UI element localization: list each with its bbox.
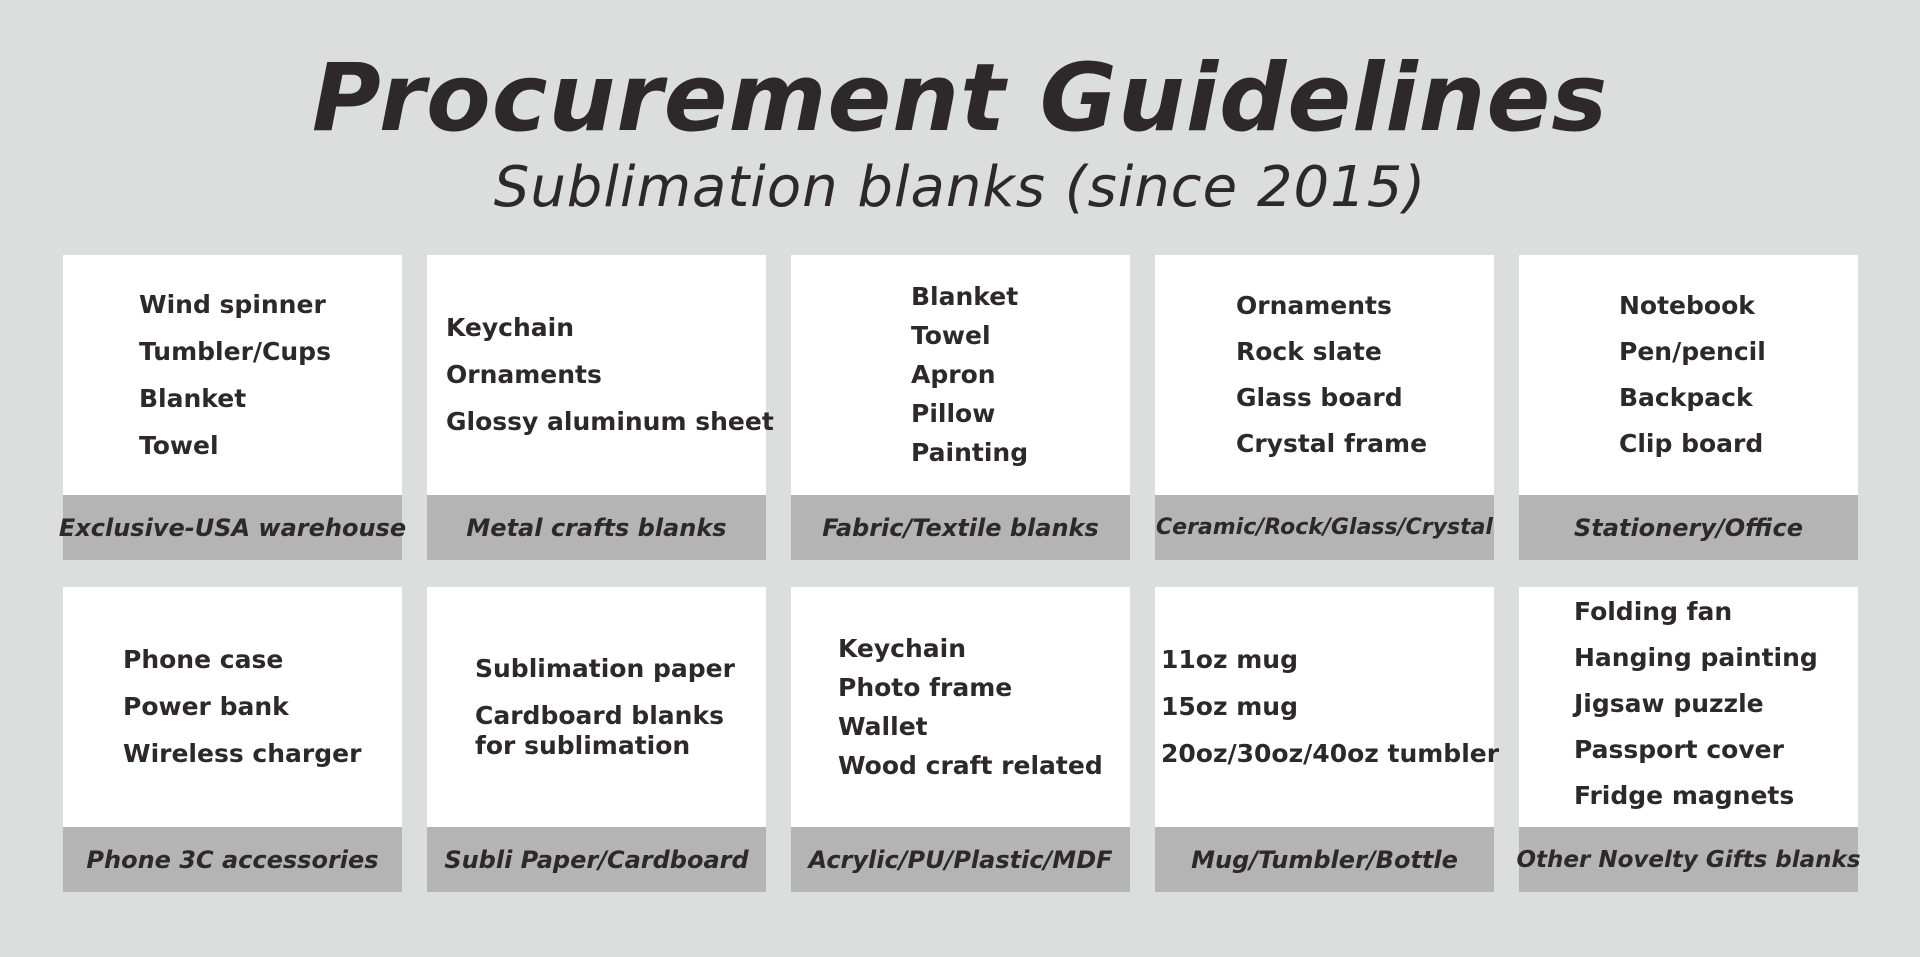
list-item: Rock slate	[1236, 337, 1382, 366]
list-item: 11oz mug	[1161, 645, 1298, 674]
list-item: Jigsaw puzzle	[1574, 689, 1764, 718]
list-item: Apron	[911, 360, 996, 389]
category-card-acrylic-pu-plastic-mdf	[791, 587, 1130, 892]
category-label: Other Novelty Gifts blanks	[1519, 827, 1858, 892]
list-item: Painting	[911, 438, 1029, 467]
list-item: 20oz/30oz/40oz tumbler	[1161, 739, 1500, 768]
item-list	[1236, 291, 1427, 459]
category-label: Exclusive-USA warehouse	[63, 495, 402, 560]
category-card-exclusive-usa-warehouse	[58, 255, 407, 560]
list-item: Power bank	[123, 692, 289, 721]
category-card-stationery-office	[1519, 255, 1858, 560]
list-item: for sublimation	[475, 730, 691, 760]
item-list	[1574, 597, 1818, 811]
list-item: Wind spinner	[139, 289, 326, 319]
category-label: Metal crafts blanks	[427, 495, 766, 560]
category-card-other-novelty-gifts-blanks	[1516, 587, 1861, 892]
list-item: Glass board	[1236, 383, 1403, 412]
list-item: Towel	[139, 430, 219, 460]
item-list	[1161, 645, 1499, 769]
item-list	[139, 290, 331, 461]
list-item: 15oz mug	[1161, 692, 1298, 721]
list-item: Wireless charger	[123, 739, 362, 768]
category-card-mug-tumbler-bottle	[1155, 587, 1500, 892]
list-item: Wallet	[838, 711, 928, 741]
list-item: Cardboard blanks	[475, 700, 724, 730]
list-item: Wood craft related	[838, 750, 1103, 780]
list-item: Fridge magnets	[1574, 781, 1795, 810]
category-label: Mug/Tumbler/Bottle	[1155, 827, 1494, 892]
list-item: Hanging painting	[1574, 643, 1818, 672]
list-item: Blanket	[139, 383, 247, 413]
list-item: Notebook	[1619, 291, 1755, 320]
list-item: Sublimation paper	[475, 653, 735, 683]
list-item: Towel	[911, 321, 991, 350]
list-item: Crystal frame	[1236, 429, 1428, 458]
list-item: Ornaments	[1236, 291, 1392, 320]
list-item: Glossy aluminum sheet	[446, 407, 774, 436]
list-item: Phone case	[123, 645, 284, 674]
list-item: Passport cover	[1574, 735, 1784, 764]
list-item: Backpack	[1619, 383, 1753, 412]
category-label: Subli Paper/Cardboard	[427, 827, 766, 892]
category-card-metal-crafts-blanks	[427, 255, 774, 560]
category-label: Phone 3C accessories	[63, 827, 402, 892]
category-card-fabric-textile-blanks	[791, 255, 1130, 560]
list-item: Keychain	[838, 633, 967, 663]
list-item: Photo frame	[838, 672, 1013, 702]
category-label: Fabric/Textile blanks	[791, 495, 1130, 560]
item-list	[475, 654, 735, 761]
category-card-subli-paper-cardboard	[427, 587, 766, 892]
category-card-ceramic-rock-glass-crystal	[1155, 255, 1494, 560]
item-list	[1619, 291, 1766, 459]
list-item: Pillow	[911, 399, 996, 428]
list-item: Tumbler/Cups	[139, 336, 331, 366]
category-label: Ceramic/Rock/Glass/Crystal	[1155, 495, 1494, 560]
category-label: Stationery/Office	[1519, 495, 1858, 560]
category-card-phone-3c-accessories	[63, 587, 402, 892]
page-subtitle: Sublimation blanks (since 2015)	[493, 155, 1427, 220]
category-label: Acrylic/PU/Plastic/MDF	[791, 827, 1130, 892]
list-item: Folding fan	[1574, 597, 1733, 626]
list-item: Blanket	[911, 282, 1019, 311]
item-list	[838, 634, 1103, 781]
list-item: Pen/pencil	[1619, 337, 1766, 366]
page-title: Procurement Guidelines	[311, 44, 1609, 153]
item-list	[123, 645, 361, 769]
list-item: Keychain	[446, 313, 575, 342]
item-list	[911, 282, 1028, 468]
list-item: Clip board	[1619, 429, 1764, 458]
item-list	[446, 313, 774, 437]
list-item: Ornaments	[446, 360, 602, 389]
